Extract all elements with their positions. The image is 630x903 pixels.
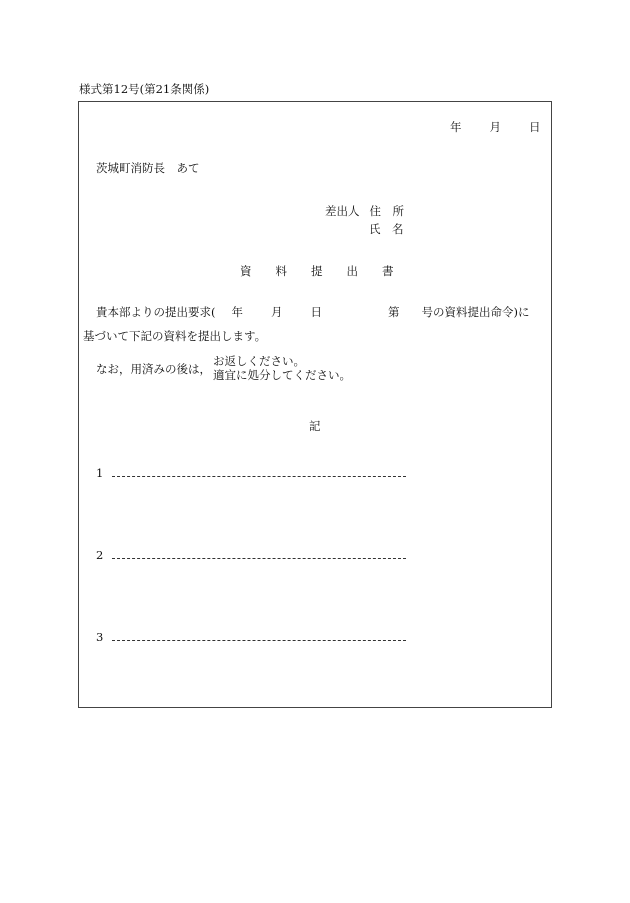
document-title (240, 263, 394, 279)
body-year: 年 (231, 305, 243, 319)
title-char: 資 (240, 264, 252, 278)
form-frame (78, 101, 552, 708)
note-options (213, 354, 351, 382)
body-day: 日 (310, 305, 322, 319)
date-line (450, 119, 541, 135)
date-month: 月 (489, 120, 501, 134)
body-end: 号の資料提出命令)に (421, 305, 530, 319)
title-char: 書 (382, 264, 394, 278)
sender-address-label: 住 所 (369, 204, 404, 218)
item-number-3: 3 (96, 630, 104, 644)
sender-label: 差出人 (325, 204, 360, 218)
note-lead: なお，用済みの後は， (96, 362, 211, 376)
body-line-2: 基づいて下記の資料を提出します。 (83, 329, 267, 343)
form-label: 様式第12号(第21条関係) (79, 82, 210, 96)
item-line-1 (112, 476, 406, 477)
sender-name-label: 氏 名 (369, 222, 404, 236)
date-day: 日 (529, 120, 541, 134)
body-number-prefix: 第 (388, 305, 400, 319)
title-char: 提 (311, 264, 323, 278)
note-option-return: お返しください。 (213, 354, 305, 368)
ki-heading: 記 (309, 419, 321, 433)
title-char: 料 (275, 264, 287, 278)
item-number-2: 2 (96, 548, 104, 562)
note-option-dispose: 適宜に処分してください。 (213, 368, 351, 382)
body-line-1 (96, 304, 530, 320)
item-line-3 (112, 640, 406, 641)
item-line-2 (112, 558, 406, 559)
body-start: 貴本部よりの提出要求( (96, 305, 216, 319)
addressee: 茨城町消防長 あて (96, 161, 200, 175)
title-char: 出 (346, 264, 358, 278)
item-number-1: 1 (96, 466, 104, 480)
date-year: 年 (450, 120, 462, 134)
body-month: 月 (271, 305, 283, 319)
sender-address-row (325, 203, 404, 219)
